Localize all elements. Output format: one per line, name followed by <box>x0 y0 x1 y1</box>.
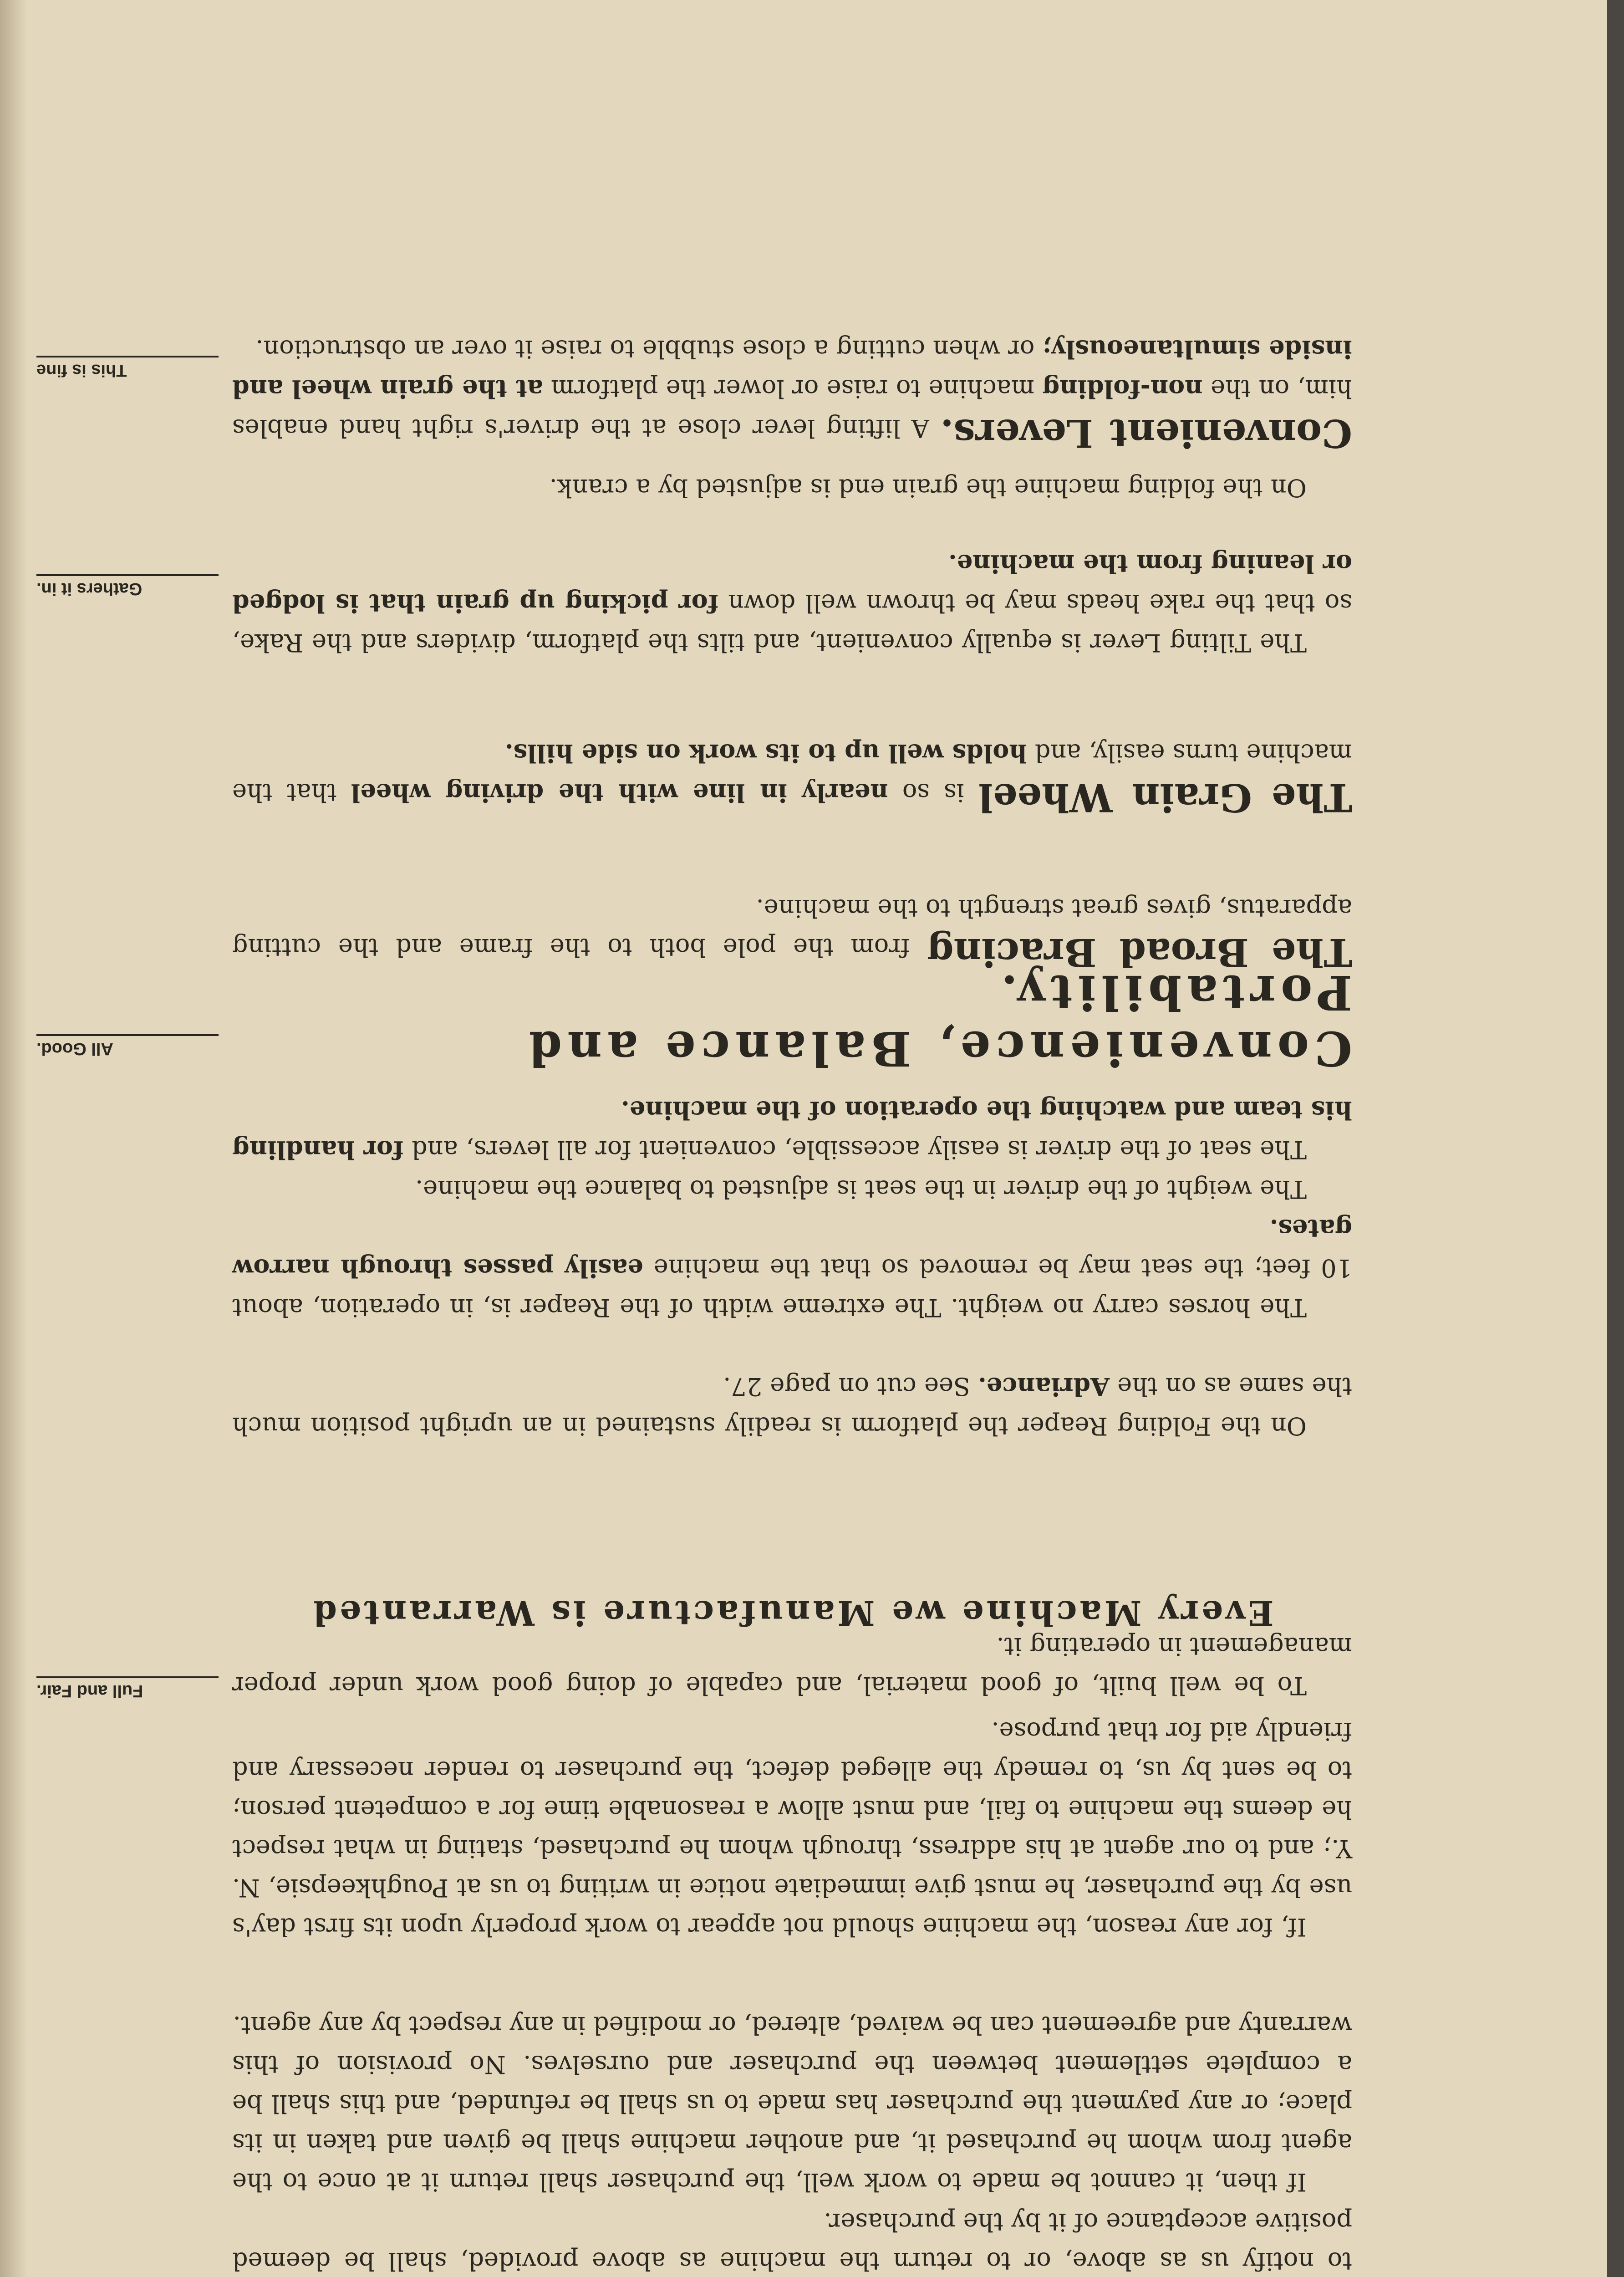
levers-body <box>232 468 1352 507</box>
levers-text-1: A lifting lever close at the driver's right hand enables him, on the <box>232 374 1352 443</box>
warranty-body-1 <box>232 1627 1352 1705</box>
convenience-paragraph-2: The weight of the driver in the seat is adjusted to balance the machine. <box>415 1175 1307 1204</box>
grain-wheel-paragraph <box>232 733 1352 820</box>
levers-paragraph-1 <box>232 329 1352 456</box>
convenience-heading: Convenience, Balance and Portability. <box>523 965 1352 1077</box>
grain-wheel-bold-2: holds well up to its work on side hills. <box>504 739 1027 768</box>
tilting-text: The Tilting Lever is equally convenient, and tilts the platform, dividers and the Rake, so that the rake heads may be thrown well down <box>232 589 1352 657</box>
bracing-body <box>232 888 1352 975</box>
warranty-heading: Every Machine we Manufacture is Warranted <box>311 1593 1274 1632</box>
levers-lead: Convenient Levers. <box>940 411 1352 456</box>
margin-note-all-good: All Good. <box>36 1034 219 1058</box>
levers-body-1 <box>232 329 1352 456</box>
folding-body <box>232 1367 1352 1445</box>
page-edge-shadow <box>0 0 27 2277</box>
grain-wheel-body <box>232 733 1352 820</box>
bracing-lead: The Broad Bracing <box>927 930 1352 975</box>
folding-bold: Adriance. <box>978 1372 1110 1401</box>
levers-paragraph-2: On the folding machine the grain end is adjusted by a crank. <box>549 474 1307 502</box>
margin-note-gathers: Gathers it in. <box>36 574 219 598</box>
margin-note-fine: This is fine <box>36 356 219 380</box>
levers-text-2: machine to raise or lower the platform <box>543 374 1043 403</box>
convenience-body <box>232 1090 1352 1327</box>
levers-bold-2: at the grain wheel and inside simultaneously; <box>232 335 1352 403</box>
warranty-paragraph-3: If then, it cannot be made to work well, the purchaser shall return it at once to the agent from whom he purchased it, and another machine shall be given and taken in its place; or any payment the purchaser has made to us shall be refunded, and this shall be a complete settlement between the purchaser and ourselves. No provision of this warranty and agreement can be waived, altered, or modified in any respect by any agent. <box>232 2011 1352 2196</box>
convenience-p3-text: The horses carry no weight. The extreme width of the Reaper is, in operation, about 10 feet; the seat may be removed so that the machine <box>232 1254 1352 1322</box>
tilting-bold: for picking up grain that is lodged or leaning from the machine. <box>232 549 1352 618</box>
tilting-paragraph <box>232 544 1352 662</box>
warranty-body-2 <box>232 1711 1352 1946</box>
convenience-paragraph-1 <box>232 1090 1352 1169</box>
bracing-paragraph <box>232 888 1352 975</box>
warranty-paragraph-1: To be well built, of good material, and capable of doing good work under proper management in operating it. <box>232 1632 1352 1700</box>
folding-paragraph <box>232 1367 1352 1445</box>
convenience-paragraph-3 <box>232 1209 1352 1327</box>
folding-ref: See cut on page 27. <box>723 1372 978 1401</box>
grain-wheel-text-1: is so <box>888 778 979 807</box>
margin-note-full-fair: Full and Fair. <box>36 1676 219 1700</box>
grain-wheel-bold-1: nearly in line with the driving wheel <box>351 778 888 807</box>
warranty-paragraph-4: to notify us as above, or to return the machine as above provided, shall be deemed positive acceptance of it by the purchaser. <box>232 2208 1352 2276</box>
folding-text: On the Folding Reaper the platform is readily sustained in an upright position much the same as on the <box>232 1372 1352 1440</box>
convenience-p3-bold: easily passes through narrow gates. <box>232 1214 1352 1283</box>
bracing-text: from the pole both to the frame and the cutting apparatus, gives great strength to the machine. <box>232 894 1352 962</box>
grain-wheel-lead: The Grain Wheel <box>978 775 1352 820</box>
convenience-p1-text: The seat of the driver is easily accessible, convenient for all levers, and <box>403 1135 1307 1164</box>
warranty-paragraph-2: If, for any reason, the machine should not appear to work properly upon its first day's use by the purchaser, he must give immediate notice in writing to us at Poughkeepsie, N. Y.; and to our agent at his address, through whom he purchased, stating in what respect he deems the machine to fail, and must allow a reasonable time for a competent person; to be sent by us, to remedy the alleged defect, the purchaser to render necessary and friendly aid for that purpose. <box>232 1717 1352 1941</box>
convenience-p1-bold: for handling his team and watching the operation of the machine. <box>232 1096 1352 1164</box>
tilting-body <box>232 544 1352 662</box>
warranty-body <box>232 2202 1352 2277</box>
levers-bold-1: non-folding <box>1042 374 1203 403</box>
warranty-body-3 <box>232 2006 1352 2201</box>
grain-wheel-text-2: that the machine turns easily, and <box>232 739 1352 807</box>
levers-text-3: or when cutting a close stubble to raise it over an obstruction. <box>255 335 1043 363</box>
